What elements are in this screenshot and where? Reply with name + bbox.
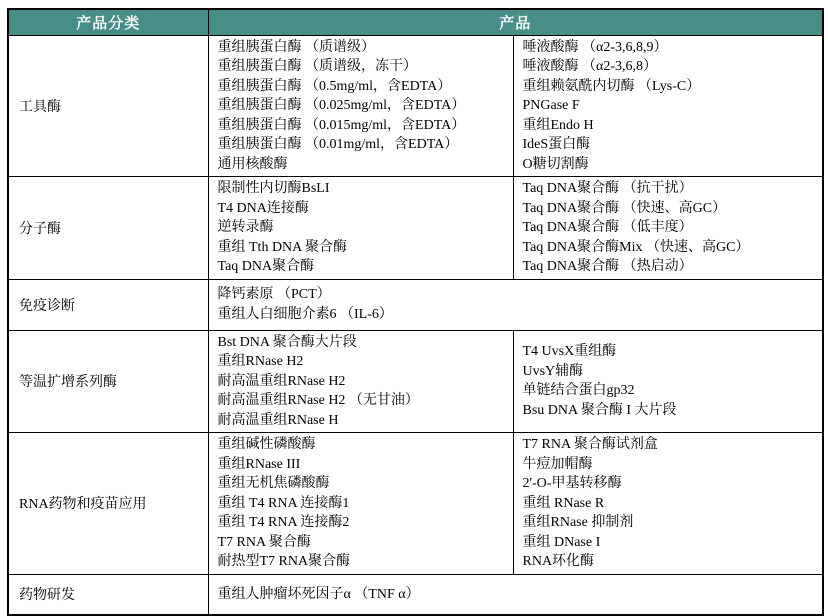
product-item: 重组 Tth DNA 聚合酶 [217, 239, 347, 255]
product-item: 通用核酸酶 [217, 156, 288, 172]
product-cell-right [513, 35, 823, 177]
product-item: 耐高温重组RNase H2 [217, 373, 346, 389]
product-item: 逆转录酶 [217, 220, 274, 235]
product-item: 重组胰蛋白酶 （0.5mg/ml，含EDTA） [217, 78, 452, 94]
product-item: 重组胰蛋白酶 （0.01mg/ml，含EDTA） [217, 137, 459, 152]
product-item: T7 RNA 聚合酶 [217, 534, 311, 550]
table-row [8, 177, 823, 280]
product-item: 降钙素原 （PCT） [217, 287, 331, 302]
product-item: 重组人肿瘤坏死因子α （TNF α） [217, 586, 420, 602]
product-item: Taq DNA聚合酶 [217, 259, 315, 274]
header-category: 产品分类 [8, 9, 208, 35]
product-item: 重组RNase H2 [217, 354, 304, 369]
category-cell: 药物研发 [8, 574, 208, 615]
product-cell-left [208, 330, 513, 433]
product-item: 重组无机焦磷酸酶 [217, 476, 330, 491]
product-item: RNA环化酶 [522, 554, 595, 569]
product-cell-right [513, 330, 823, 433]
product-item: 2'-O-甲基转移酶 [522, 476, 622, 491]
product-item: 重组胰蛋白酶 （0.015mg/ml，含EDTA） [217, 117, 466, 133]
product-item: 重组 T4 RNA 连接酶2 [217, 515, 350, 530]
product-item: 重组 T4 RNA 连接酶1 [217, 495, 350, 511]
product-item: 重组 DNase I [522, 534, 601, 550]
product-cell-left [208, 433, 513, 575]
category-cell: 工具酶 [8, 35, 208, 177]
product-cell-left [208, 279, 823, 330]
product-item: 唾液酸酶 （α2-3,6,8） [522, 59, 657, 74]
product-item: Taq DNA聚合酶 （抗干扰） [522, 181, 693, 196]
table-row [8, 574, 823, 615]
product-item: IdeS蛋白酶 [522, 137, 591, 152]
product-item: 重组RNase 抑制剂 [522, 515, 634, 530]
product-item: 重组胰蛋白酶 （质谱级） [217, 39, 375, 55]
table-header [8, 9, 823, 35]
table-row [8, 35, 823, 177]
product-item: T7 RNA 聚合酶试剂盒 [522, 437, 658, 452]
product-item: 耐高温重组RNase H [217, 412, 339, 428]
header-product: 产品 [208, 9, 823, 35]
product-item: O糖切割酶 [522, 156, 589, 172]
product-cell-left [208, 35, 513, 177]
product-item: 重组RNase III [217, 456, 301, 472]
product-item: Bst DNA 聚合酶大片段 [217, 334, 357, 350]
product-item: 牛痘加帽酶 [522, 456, 593, 472]
table-row [8, 433, 823, 575]
product-item: PNGase F [522, 98, 580, 113]
product-table [7, 8, 824, 616]
category-cell: 分子酶 [8, 177, 208, 280]
product-item: 重组赖氨酰内切酶 （Lys-C） [522, 78, 701, 94]
product-item: Bsu DNA 聚合酶 I 大片段 [522, 402, 677, 418]
table-row [8, 330, 823, 433]
product-item: 耐高温重组RNase H2 （无甘油） [217, 393, 419, 408]
header-row [8, 9, 823, 35]
product-item: 重组碱性磷酸酶 [217, 437, 316, 452]
product-item: T4 UvsX重组酶 [522, 344, 617, 360]
product-item: 重组Endo H [522, 117, 594, 133]
product-item: 单链结合蛋白gp32 [522, 383, 635, 399]
category-cell: 等温扩增系列酶 [8, 330, 208, 433]
product-cell-left [208, 177, 513, 280]
category-cell: RNA药物和疫苗应用 [8, 433, 208, 575]
product-item: Taq DNA聚合酶 （低丰度） [522, 220, 693, 235]
category-cell: 免疫诊断 [8, 279, 208, 330]
product-item: UvsY辅酶 [522, 363, 584, 379]
table-body [8, 35, 823, 615]
product-item: 重组人白细胞介素6 （IL-6） [217, 306, 393, 322]
product-item: 重组 RNase R [522, 495, 605, 511]
product-item: 重组胰蛋白酶 （质谱级，冻干） [217, 59, 417, 74]
product-item: Taq DNA聚合酶Mix （快速、高GC） [522, 239, 750, 255]
product-item: 重组胰蛋白酶 （0.025mg/ml，含EDTA） [217, 98, 466, 113]
product-item: 耐热型T7 RNA聚合酶 [217, 554, 351, 569]
product-cell-right [513, 177, 823, 280]
product-cell-left [208, 574, 823, 615]
product-cell-right [513, 433, 823, 575]
table-row [8, 279, 823, 330]
product-item: 限制性内切酶BsLI [217, 181, 330, 196]
product-item: T4 DNA连接酶 [217, 200, 309, 216]
product-item: Taq DNA聚合酶 （快速、高GC） [522, 200, 727, 216]
product-item: 唾液酸酶 （α2-3,6,8,9） [522, 39, 668, 55]
product-item: Taq DNA聚合酶 （热启动） [522, 259, 693, 274]
